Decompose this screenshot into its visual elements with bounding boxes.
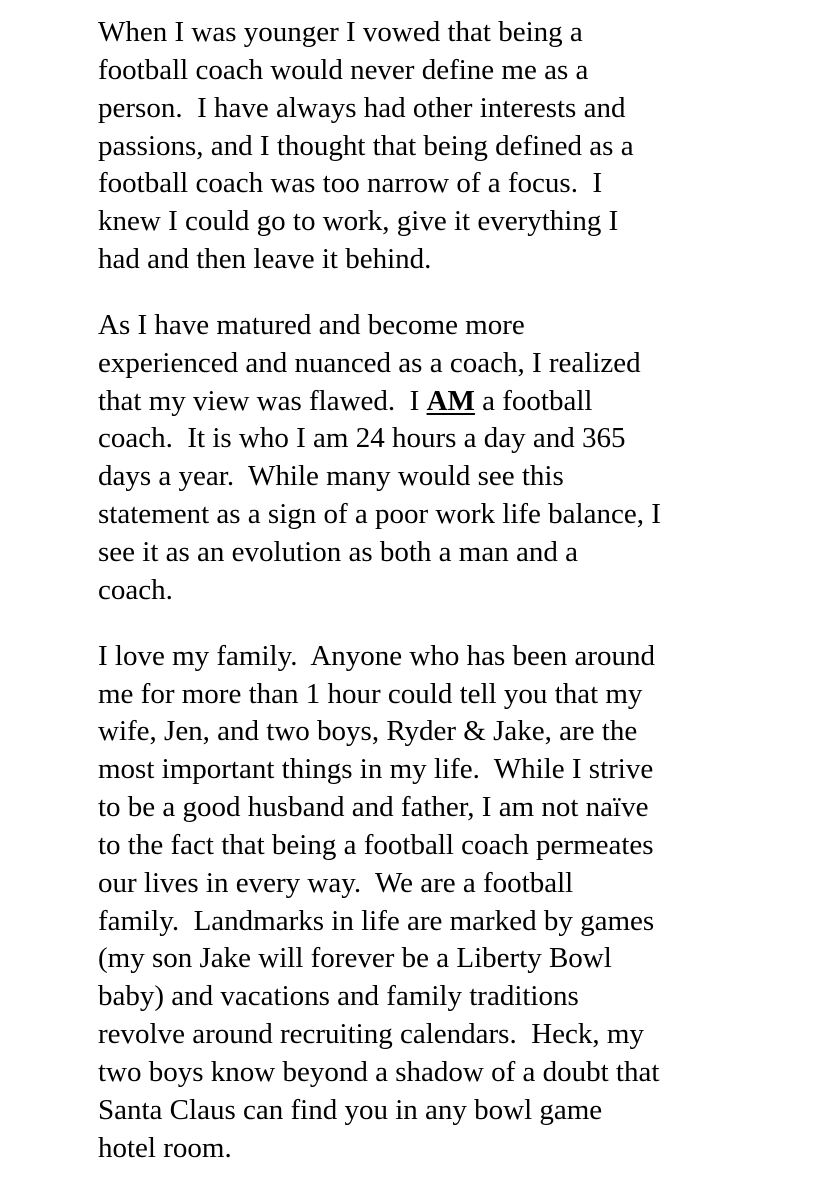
text-line: to be a good husband and father, I am not naïve bbox=[98, 791, 649, 824]
text-line: football coach would never define me as a bbox=[98, 53, 589, 86]
text-line: days a year. While many would see this bbox=[98, 460, 564, 493]
emphasis-am: AM bbox=[426, 384, 475, 417]
text-line: our lives in every way. We are a football bbox=[98, 866, 574, 899]
text-line: had and then leave it behind. bbox=[98, 243, 432, 276]
text-line-with-emphasis bbox=[98, 383, 798, 421]
text-line: two boys know beyond a shadow of a doubt that bbox=[98, 1055, 660, 1088]
text-line: family. Landmarks in life are marked by games bbox=[98, 904, 655, 937]
text-line: I love my family. Anyone who has been around bbox=[98, 639, 656, 672]
text-line: Santa Claus can find you in any bowl game bbox=[98, 1093, 603, 1126]
text-segment: a football bbox=[474, 384, 593, 417]
text-line: revolve around recruiting calendars. Heck, my bbox=[98, 1018, 644, 1051]
text-line: When I was younger I vowed that being a bbox=[98, 16, 583, 48]
paragraph-2 bbox=[98, 307, 798, 610]
text-segment: that my view was flawed. I bbox=[98, 384, 427, 417]
text-line: me for more than 1 hour could tell you that my bbox=[98, 677, 643, 710]
text-line: statement as a sign of a poor work life balance, I bbox=[98, 498, 661, 531]
text-line: As I have matured and become more bbox=[98, 308, 525, 341]
text-line: wife, Jen, and two boys, Ryder & Jake, are the bbox=[98, 715, 638, 748]
text-line: person. I have always had other interests and bbox=[98, 91, 626, 124]
document-body bbox=[98, 14, 798, 1167]
text-line: coach. It is who I am 24 hours a day and 365 bbox=[98, 422, 626, 455]
text-line: hotel room. bbox=[98, 1131, 232, 1164]
paragraph-1 bbox=[98, 14, 798, 279]
paragraph-3 bbox=[98, 638, 798, 1168]
text-line: passions, and I thought that being defined as a bbox=[98, 129, 634, 162]
text-line: see it as an evolution as both a man and a bbox=[98, 535, 578, 568]
text-line: baby) and vacations and family traditions bbox=[98, 980, 579, 1013]
text-line: coach. bbox=[98, 573, 173, 606]
text-line: to the fact that being a football coach permeates bbox=[98, 828, 654, 861]
text-line: most important things in my life. While I strive bbox=[98, 753, 654, 786]
text-line: knew I could go to work, give it everything I bbox=[98, 205, 619, 238]
text-line: experienced and nuanced as a coach, I realized bbox=[98, 346, 641, 379]
text-line: football coach was too narrow of a focus. I bbox=[98, 167, 603, 200]
text-line: (my son Jake will forever be a Liberty Bowl bbox=[98, 942, 612, 975]
